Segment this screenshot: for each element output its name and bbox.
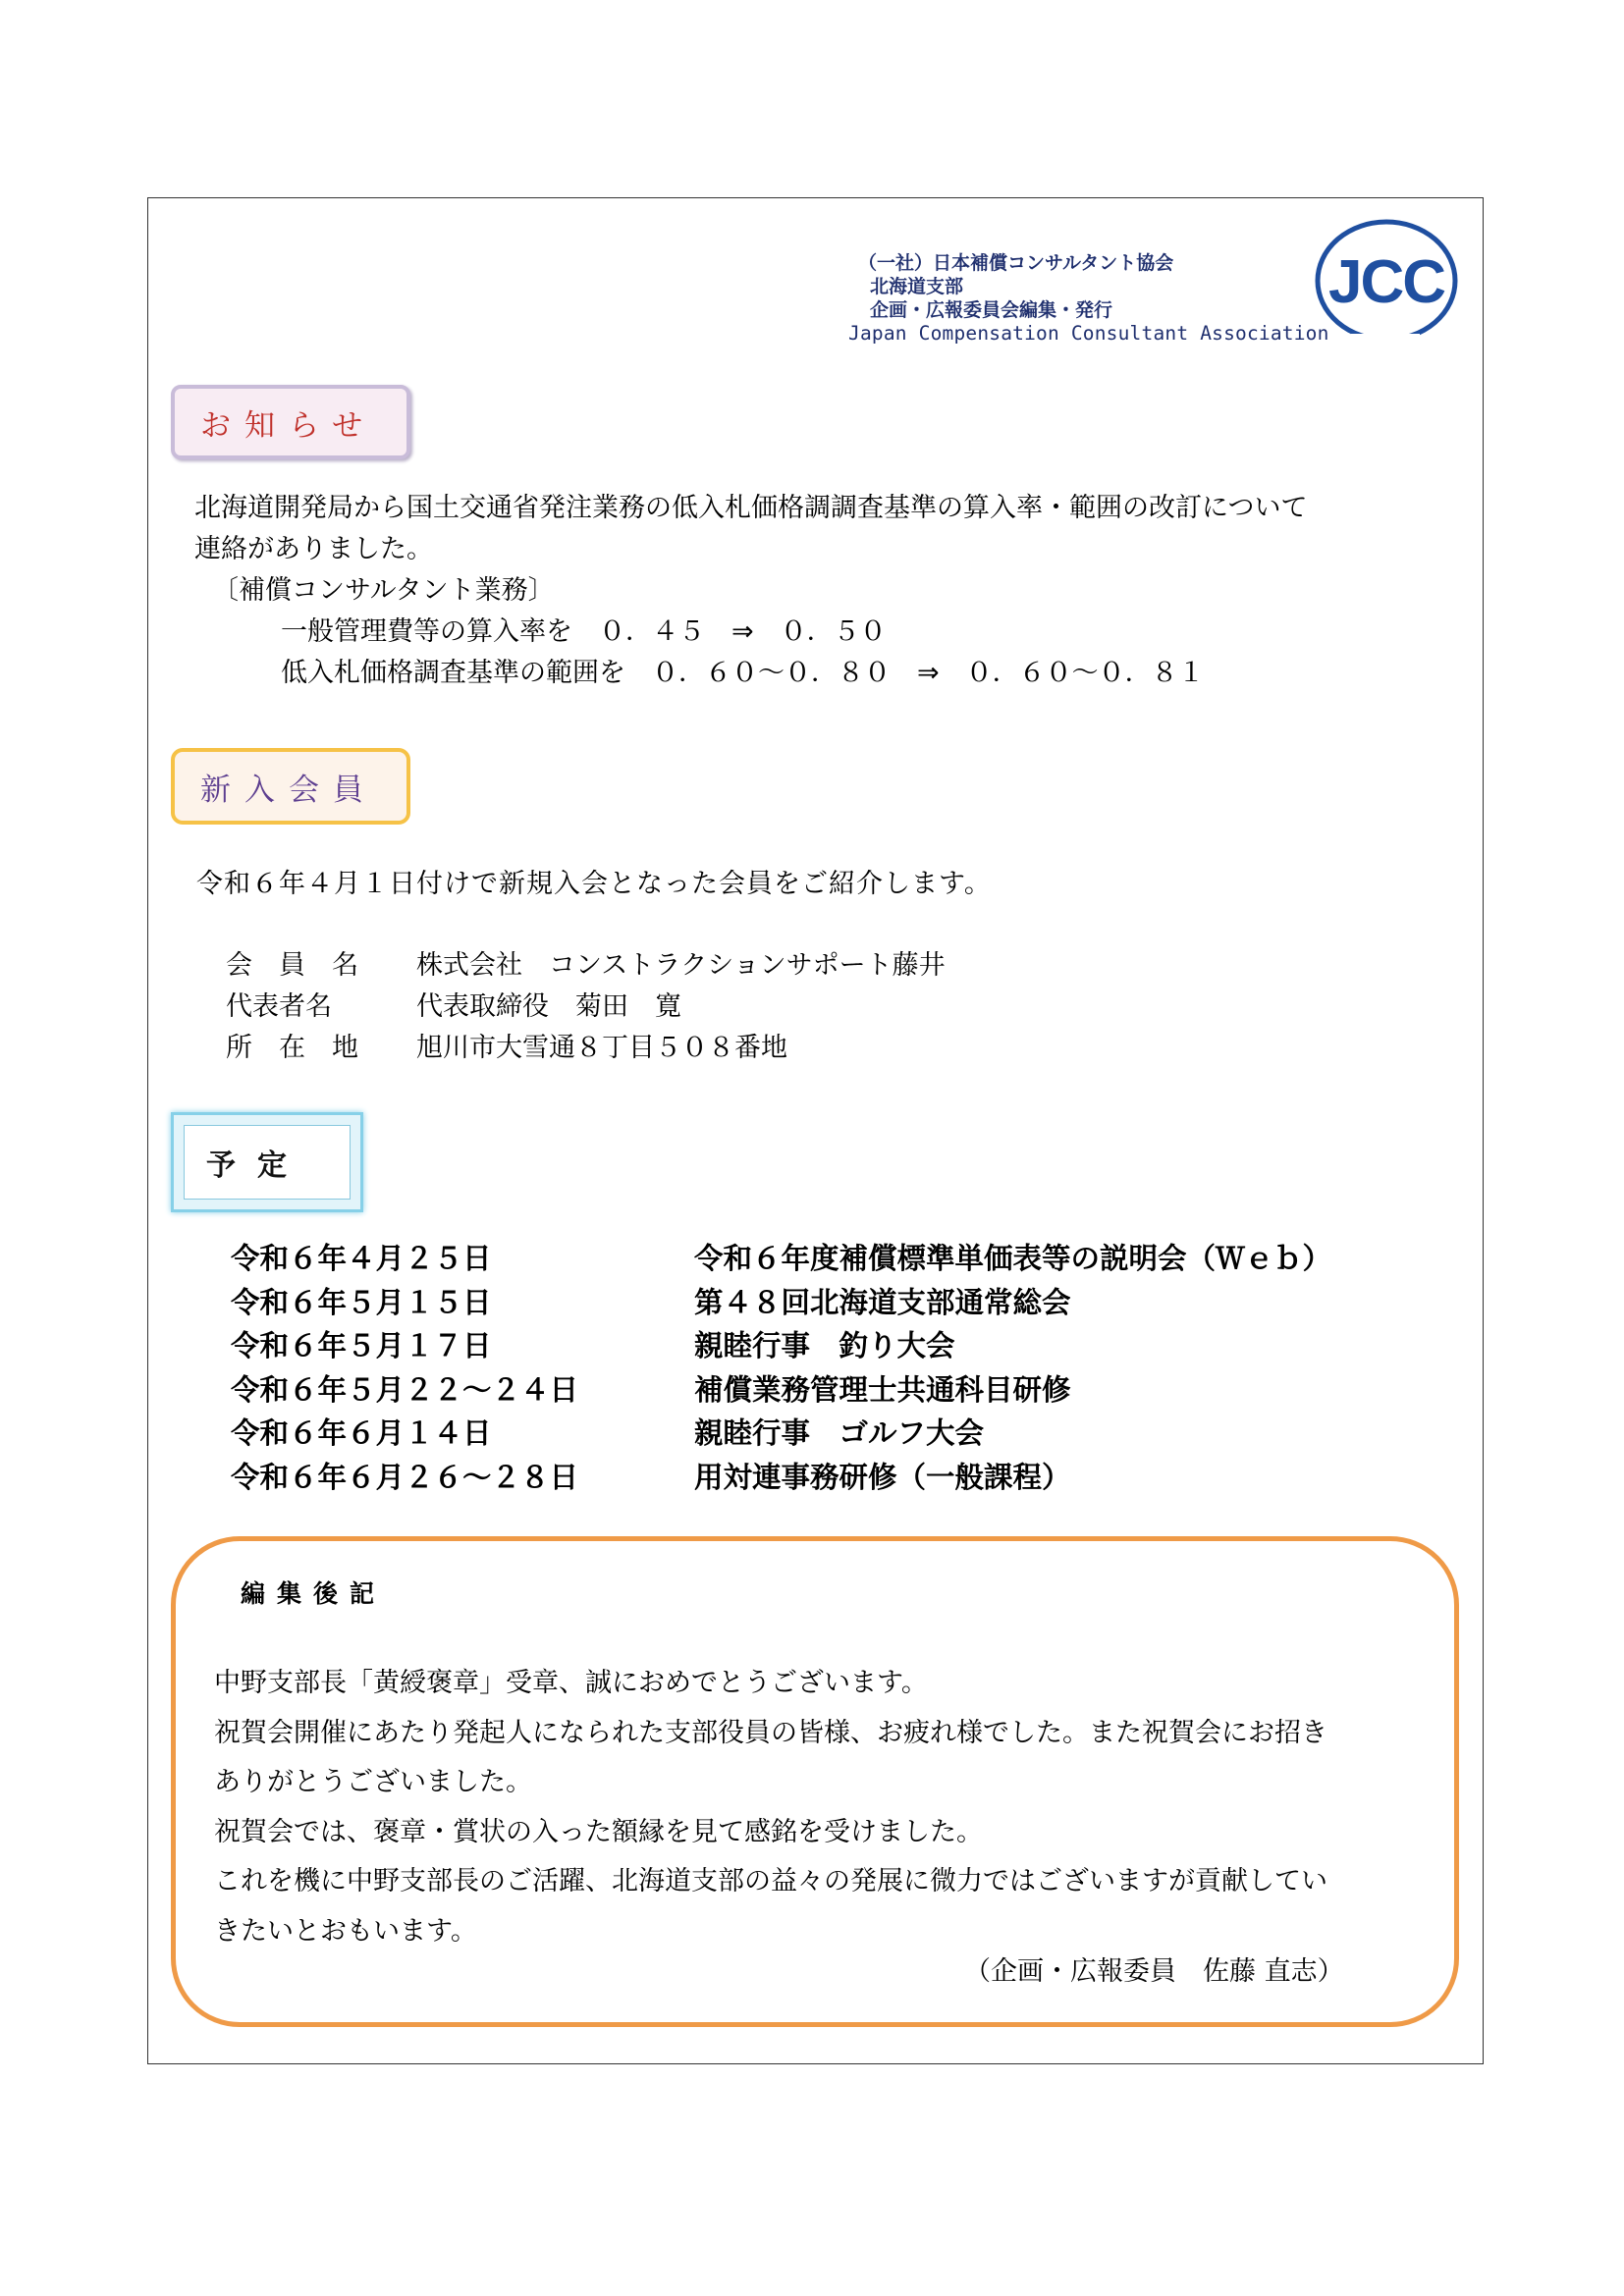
jcc-logo bbox=[1312, 218, 1461, 347]
schedule-event: 親睦行事 ゴルフ大会 bbox=[694, 1416, 985, 1450]
notice-category: 〔補償コンサルタント業務〕 bbox=[212, 575, 555, 606]
schedule-event: 親睦行事 釣り大会 bbox=[694, 1329, 955, 1362]
afterword-body bbox=[214, 1659, 1327, 1956]
publisher-block bbox=[848, 251, 1329, 346]
member-row bbox=[226, 1028, 946, 1069]
schedule-item bbox=[231, 1456, 1331, 1500]
member-label: 所 在 地 bbox=[226, 1033, 358, 1063]
member-row bbox=[226, 945, 946, 987]
member-label: 代表者名 bbox=[226, 991, 332, 1022]
notice-line: 連絡がありました。 bbox=[194, 534, 433, 564]
schedule-event: 用対連事務研修（一般課程） bbox=[694, 1460, 1071, 1494]
org-branch: 北海道支部 bbox=[870, 276, 964, 297]
afterword-line: 中野支部長「黄綬褒章」受章、誠におめでとうございます。 bbox=[214, 1668, 928, 1698]
new-member-heading: 新入会員 bbox=[171, 748, 410, 825]
org-editor: 企画・広報委員会編集・発行 bbox=[870, 299, 1113, 321]
schedule-date: 令和６年５月１５日 bbox=[231, 1285, 492, 1319]
org-english-name: Japan Compensation Consultant Association bbox=[848, 322, 1329, 345]
schedule-list bbox=[231, 1237, 1331, 1499]
org-name: （一社）日本補償コンサルタント協会 bbox=[858, 252, 1174, 274]
afterword-line: 祝賀会開催にあたり発起人になられた支部役員の皆様、お疲れ様でした。また祝賀会にお招き bbox=[214, 1717, 1327, 1748]
schedule-item bbox=[231, 1281, 1331, 1325]
notice-body bbox=[194, 488, 1307, 694]
schedule-item bbox=[231, 1237, 1331, 1281]
schedule-date: 令和６年５月２２～２４日 bbox=[231, 1372, 579, 1407]
afterword-line: これを機に中野支部長のご活躍、北海道支部の益々の発展に微力ではございますが貢献してい bbox=[214, 1866, 1327, 1896]
notice-line: 北海道開発局から国土交通省発注業務の低入札価格調調査基準の算入率・範囲の改訂について bbox=[194, 493, 1308, 523]
schedule-date: 令和６年５月１７日 bbox=[231, 1329, 492, 1362]
afterword-line: 祝賀会では、褒章・賞状の入った額縁を見て感銘を受けました。 bbox=[214, 1816, 983, 1847]
schedule-heading-box bbox=[171, 1112, 363, 1212]
schedule-date: 令和６年４月２５日 bbox=[231, 1242, 492, 1275]
schedule-date: 令和６年６月２６～２８日 bbox=[231, 1460, 579, 1494]
member-value: 株式会社 コンストラクションサポート藤井 bbox=[416, 950, 946, 981]
logo-text: JCC bbox=[1327, 248, 1445, 316]
member-row bbox=[226, 987, 946, 1028]
notice-rate-change: 一般管理費等の算入率を ０．４５ ⇒ ０．５０ bbox=[281, 616, 887, 647]
schedule-event: 第４８回北海道支部通常総会 bbox=[694, 1285, 1071, 1319]
afterword-heading: 編集後記 bbox=[241, 1579, 387, 1608]
afterword-line: ありがとうございました。 bbox=[214, 1767, 532, 1797]
schedule-item bbox=[231, 1324, 1331, 1368]
member-value: 旭川市大雪通８丁目５０８番地 bbox=[416, 1033, 787, 1063]
afterword-signature: （企画・広報委員 佐藤 直志） bbox=[964, 1956, 1344, 1987]
schedule-event: 令和６年度補償標準単価表等の説明会（Ｗｅｂ） bbox=[694, 1242, 1332, 1275]
schedule-item bbox=[231, 1368, 1331, 1413]
schedule-item bbox=[231, 1412, 1331, 1456]
schedule-event: 補償業務管理士共通科目研修 bbox=[694, 1372, 1071, 1407]
member-value: 代表取締役 菊田 寛 bbox=[416, 991, 681, 1022]
schedule-date: 令和６年６月１４日 bbox=[231, 1416, 492, 1450]
new-member-intro: 令和６年４月１日付けで新規入会となった会員をご紹介します。 bbox=[196, 869, 992, 899]
notice-heading: お知らせ bbox=[171, 385, 410, 459]
member-details bbox=[226, 945, 946, 1069]
afterword-line: きたいとおもいます。 bbox=[214, 1915, 477, 1947]
notice-range-change: 低入札価格調査基準の範囲を ０．６０～０．８０ ⇒ ０．６０～０．８１ bbox=[281, 658, 1205, 688]
member-label: 会 員 名 bbox=[226, 950, 358, 981]
schedule-heading: 予定 bbox=[184, 1125, 351, 1200]
